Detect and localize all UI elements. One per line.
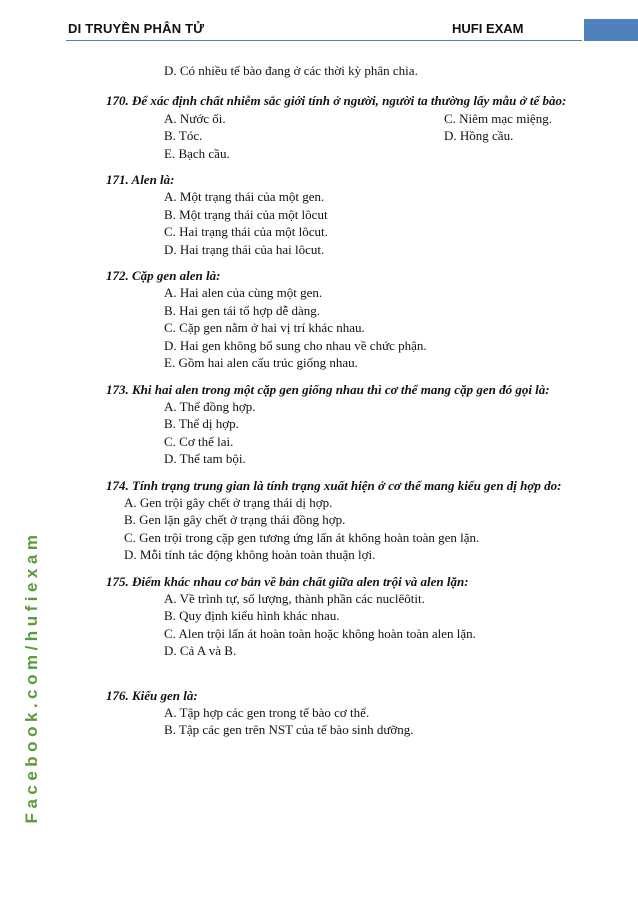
header-accent-block bbox=[584, 19, 638, 41]
option-d: D. Thể tam bội. bbox=[164, 451, 246, 467]
facebook-link-text: Facebook.com/hufiexam bbox=[22, 530, 41, 824]
question-171: 171. Alen là: bbox=[106, 172, 175, 188]
option-b: B. Tóc. bbox=[164, 128, 203, 144]
option-b: B. Hai gen tái tổ hợp dễ dàng. bbox=[164, 302, 320, 318]
option-row bbox=[106, 110, 576, 127]
option-c: C. Alen trội lấn át hoàn toàn hoặc không hoàn toàn alen lặn. bbox=[164, 625, 476, 641]
question-172: 172. Cặp gen alen là: bbox=[106, 268, 221, 284]
option-e: E. Gồm hai alen cấu trúc giống nhau. bbox=[164, 355, 358, 371]
sidebar-watermark bbox=[20, 512, 44, 842]
option-c: C. Gen trội trong cặp gen tương ứng lấn át không hoàn toàn gen lặn. bbox=[124, 529, 480, 545]
option-a: A. Thể đồng hợp. bbox=[164, 398, 256, 414]
option-d: D. Mỗi tính tác động không hoàn toàn thuận lợi. bbox=[124, 547, 376, 563]
question-170: 170. Để xác định chất nhiễm sắc giới tính ở người, người ta thường lấy mẫu ở tế bào: bbox=[106, 93, 567, 109]
option-row bbox=[106, 127, 576, 144]
header-title: DI TRUYỀN PHÂN TỬ bbox=[68, 21, 205, 36]
option-d: D. Cả A và B. bbox=[164, 643, 237, 659]
question-174: 174. Tính trạng trung gian là tính trạng xuất hiện ở cơ thể mang kiểu gen dị hợp do: bbox=[106, 477, 562, 493]
option-a: A. Về trình tự, số lượng, thành phần các nuclêôtit. bbox=[164, 590, 425, 606]
option-b: B. Tập các gen trên NST của tế bào sinh dưỡng. bbox=[164, 722, 414, 738]
header-brand: HUFI EXAM bbox=[452, 21, 524, 36]
option-c: C. Niêm mạc miệng. bbox=[444, 110, 552, 126]
option-b: B. Một trạng thái của một lôcut bbox=[164, 206, 328, 222]
question-176: 176. Kiểu gen là: bbox=[106, 687, 198, 703]
page-header bbox=[0, 21, 638, 41]
option-a: A. Nước ối. bbox=[164, 110, 226, 126]
option-d: D. Có nhiều tế bào đang ở các thời kỳ phân chia. bbox=[164, 63, 418, 78]
option-e: E. Bạch cầu. bbox=[164, 145, 230, 161]
header-divider bbox=[66, 40, 582, 41]
option-a: A. Hai alen của cùng một gen. bbox=[164, 285, 323, 301]
option-a: A. Một trạng thái của một gen. bbox=[164, 189, 325, 205]
option-b: B. Quy định kiểu hình khác nhau. bbox=[164, 608, 340, 624]
option-d: D. Hai trạng thái của hai lôcut. bbox=[164, 241, 325, 257]
option-a: A. Gen trội gây chết ở trạng thái dị hợp. bbox=[124, 494, 333, 510]
option-b: B. Gen lặn gây chết ở trạng thái đồng hợp. bbox=[124, 512, 346, 528]
option-d: D. Hai gen không bổ sung cho nhau về chức phận. bbox=[164, 337, 427, 353]
option-d: D. Hồng cầu. bbox=[444, 128, 514, 144]
option-b: B. Thể dị hợp. bbox=[164, 416, 239, 432]
option-c: C. Cơ thể lai. bbox=[164, 433, 234, 449]
question-173: 173. Khi hai alen trong một cặp gen giống nhau thì cơ thể mang cặp gen đó gọi là: bbox=[106, 381, 550, 397]
spacer bbox=[106, 660, 576, 678]
option-a: A. Tập hợp các gen trong tế bào cơ thể. bbox=[164, 705, 370, 720]
question-175: 175. Điểm khác nhau cơ bản về bản chất giữa alen trội và alen lặn: bbox=[106, 573, 469, 589]
option-c: C. Hai trạng thái của một lôcut. bbox=[164, 224, 328, 240]
option-c: C. Cặp gen nằm ở hai vị trí khác nhau. bbox=[164, 320, 365, 336]
document-body bbox=[106, 62, 576, 739]
